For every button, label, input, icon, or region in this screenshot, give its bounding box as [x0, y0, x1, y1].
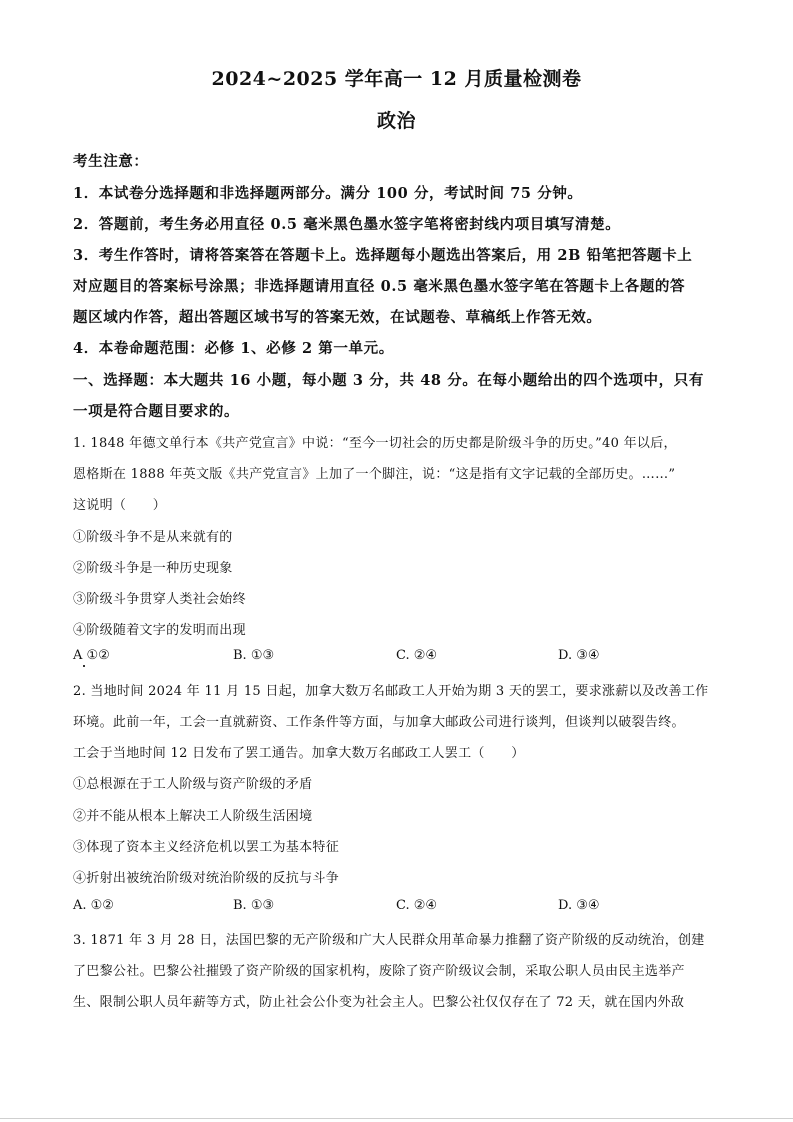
statement-item: ②并不能从根本上解决工人阶级生活困境 — [73, 809, 313, 824]
section-heading: 一、选择题：本大题共 16 小题，每小题 3 分，共 48 分。在每小题给出的四个选项中，只有 — [73, 372, 704, 389]
question-stem: 生、限制公职人员年薪等方式，防止社会公仆变为社会主人。巴黎公社仅仅存在了 72 天，就在国内外敌 — [73, 995, 685, 1010]
question-stem: 恩格斯在 1888 年英文版《共产党宣言》上加了一个脚注，说：“这是指有文字记载的全部历史。……” — [73, 467, 676, 482]
question-stem: 3. 1871 年 3 月 28 日，法国巴黎的无产阶级和广大人民群众用革命暴力推翻了资产阶级的反动统治，创建 — [73, 933, 705, 948]
page-bottom-rule — [0, 1118, 793, 1119]
option-b: B. ①③ — [233, 648, 275, 663]
option-a: A ①② — [73, 648, 110, 663]
question-stem: 环境。此前一年，工会一直就薪资、工作条件等方面，与加拿大邮政公司进行谈判，但谈判以破裂告终。 — [73, 715, 685, 730]
statement-item: ①总根源在于工人阶级与资产阶级的矛盾 — [73, 777, 313, 792]
notice-line: 2．答题前，考生务必用直径 0.5 毫米黑色墨水签字笔将密封线内项目填写清楚。 — [73, 216, 621, 233]
print-speck — [83, 665, 85, 667]
notice-line: 4．本卷命题范围：必修 1、必修 2 第一单元。 — [73, 340, 394, 357]
notice-line: 题区域内作答，超出答题区域书写的答案无效，在试题卷、草稿纸上作答无效。 — [73, 309, 602, 326]
notice-line: 3．考生作答时，请将答案答在答题卡上。选择题每小题选出答案后，用 2B 铅笔把答题卡上 — [73, 247, 693, 264]
statement-item: ④折射出被统治阶级对统治阶级的反抗与斗争 — [73, 871, 340, 886]
notice-heading: 考生注意： — [73, 153, 149, 170]
question-stem: 这说明（ ） — [73, 498, 167, 513]
notice-line: 1．本试卷分选择题和非选择题两部分。满分 100 分，考试时间 75 分钟。 — [73, 185, 583, 202]
option-c: C. ②④ — [396, 648, 438, 663]
option-d: D. ③④ — [558, 898, 600, 913]
subject-title: 政治 — [376, 110, 416, 132]
question-stem: 1. 1848 年德文单行本《共产党宣言》中说：“至今一切社会的历史都是阶级斗争的历史。”40 年以后， — [73, 436, 677, 451]
statement-item: ③体现了资本主义经济危机以罢工为基本特征 — [73, 840, 340, 855]
statement-item: ②阶级斗争是一种历史现象 — [73, 561, 233, 576]
question-stem: 工会于当地时间 12 日发布了罢工通告。加拿大数万名邮政工人罢工（ ） — [73, 746, 525, 761]
question-stem: 2. 当地时间 2024 年 11 月 15 日起，加拿大数万名邮政工人开始为期 3 天的罢工，要求涨薪以及改善工作 — [73, 684, 709, 699]
exam-title: 2024~2025 学年高一 12 月质量检测卷 — [211, 68, 582, 90]
option-a: A. ①② — [73, 898, 114, 913]
notice-line: 对应题目的答案标号涂黑；非选择题请用直径 0.5 毫米黑色墨水签字笔在答题卡上各题的答 — [73, 278, 686, 295]
option-c: C. ②④ — [396, 898, 438, 913]
statement-item: ①阶级斗争不是从来就有的 — [73, 530, 233, 545]
option-d: D. ③④ — [558, 648, 600, 663]
question-stem: 了巴黎公社。巴黎公社摧毁了资产阶级的国家机构，废除了资产阶级议会制，采取公职人员由民主选举产 — [73, 964, 685, 979]
statement-item: ③阶级斗争贯穿人类社会始终 — [73, 592, 246, 607]
section-heading: 一项是符合题目要求的。 — [73, 403, 240, 420]
option-b: B. ①③ — [233, 898, 275, 913]
statement-item: ④阶级随着文字的发明而出现 — [73, 623, 246, 638]
